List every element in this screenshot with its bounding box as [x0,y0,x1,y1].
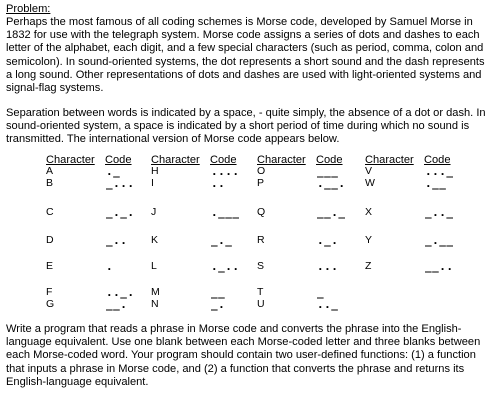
code-x: _.._ [425,206,454,219]
code-b: _... [106,177,135,190]
code-q: __._ [317,206,346,219]
code-j: .___ [211,206,240,219]
char-d: D [46,234,54,246]
char-i: I [151,177,154,189]
char-y: Y [365,234,373,246]
header-code-3: Code [316,154,343,166]
char-a: A [46,165,54,177]
task-paragraph: Write a program that reads a phrase in Morse code and converts the phrase into the English-language equivalent. Use one blank between each Morse-coded letter and three blanks between each Morse-coded word. Your program should contain two user-defined functions: (1) a function that inputs a phrase in Morse code, and (2) a function that converts the phrase and returns its English-language equivalent. [6,323,481,388]
code-n: _. [211,298,226,311]
char-t: T [257,286,264,298]
header-code-1: Code [105,154,132,166]
code-z: __.. [425,260,454,273]
code-f: .._. [106,286,135,299]
code-u: .._ [317,298,339,311]
code-s: ... [317,260,339,273]
char-l: L [151,260,157,272]
char-p: P [257,177,265,189]
code-p: .__. [317,177,346,190]
code-d: _.. [106,234,128,247]
char-q: Q [257,206,266,218]
code-o: ___ [317,165,339,178]
char-c: C [46,206,54,218]
code-c: _._. [106,206,135,219]
code-l: ._.. [211,260,240,273]
separation-paragraph: Separation between words is indicated by a space, - quite simply, the absence of a dot or dash. In sound-oriented system, a space is indicated by a short period of time during which no sound is transmitted. The international version of Morse code appears below. [6,107,486,146]
code-g: __. [106,298,128,311]
code-i: .. [211,177,226,190]
morse-code-table [0,152,493,322]
char-b: B [46,177,54,189]
code-t: _ [317,286,325,299]
char-w: W [365,177,375,189]
code-k: _._ [211,234,233,247]
header-code-4: Code [424,154,451,166]
char-z: Z [365,260,372,272]
header-character-3: Character [257,154,306,166]
char-m: M [151,286,160,298]
problem-title: Problem: [6,3,51,15]
char-x: X [365,206,373,218]
char-u: U [257,298,265,310]
code-e: . [106,260,114,273]
char-k: K [151,234,159,246]
char-e: E [46,260,54,272]
code-v: ..._ [425,165,454,178]
code-w: .__ [425,177,447,190]
code-y: _.__ [425,234,454,247]
char-j: J [151,206,157,218]
code-m: __ [211,286,226,299]
char-g: G [46,298,55,310]
char-n: N [151,298,159,310]
code-h: .... [211,165,240,178]
header-character-1: Character [46,154,95,166]
char-h: H [151,165,159,177]
char-s: S [257,260,265,272]
char-o: O [257,165,266,177]
header-character-4: Character [365,154,414,166]
header-code-2: Code [210,154,237,166]
code-r: ._. [317,234,339,247]
intro-paragraph: Perhaps the most famous of all coding schemes is Morse code, developed by Samuel Morse in 1832 for use with the telegraph system. Morse code assigns a series of dots and dashes to each letter of the alphabet, each digit, and a few special characters (such as period, comma, colon and semicolon). In sound-oriented systems, the dot represents a short sound and the dash represents a long sound. Other representations of dots and dashes are used with light-oriented systems and signal-flag systems. [6,16,485,95]
code-a: ._ [106,165,121,178]
header-character-2: Character [151,154,200,166]
char-r: R [257,234,265,246]
char-v: V [365,165,373,177]
char-f: F [46,286,53,298]
